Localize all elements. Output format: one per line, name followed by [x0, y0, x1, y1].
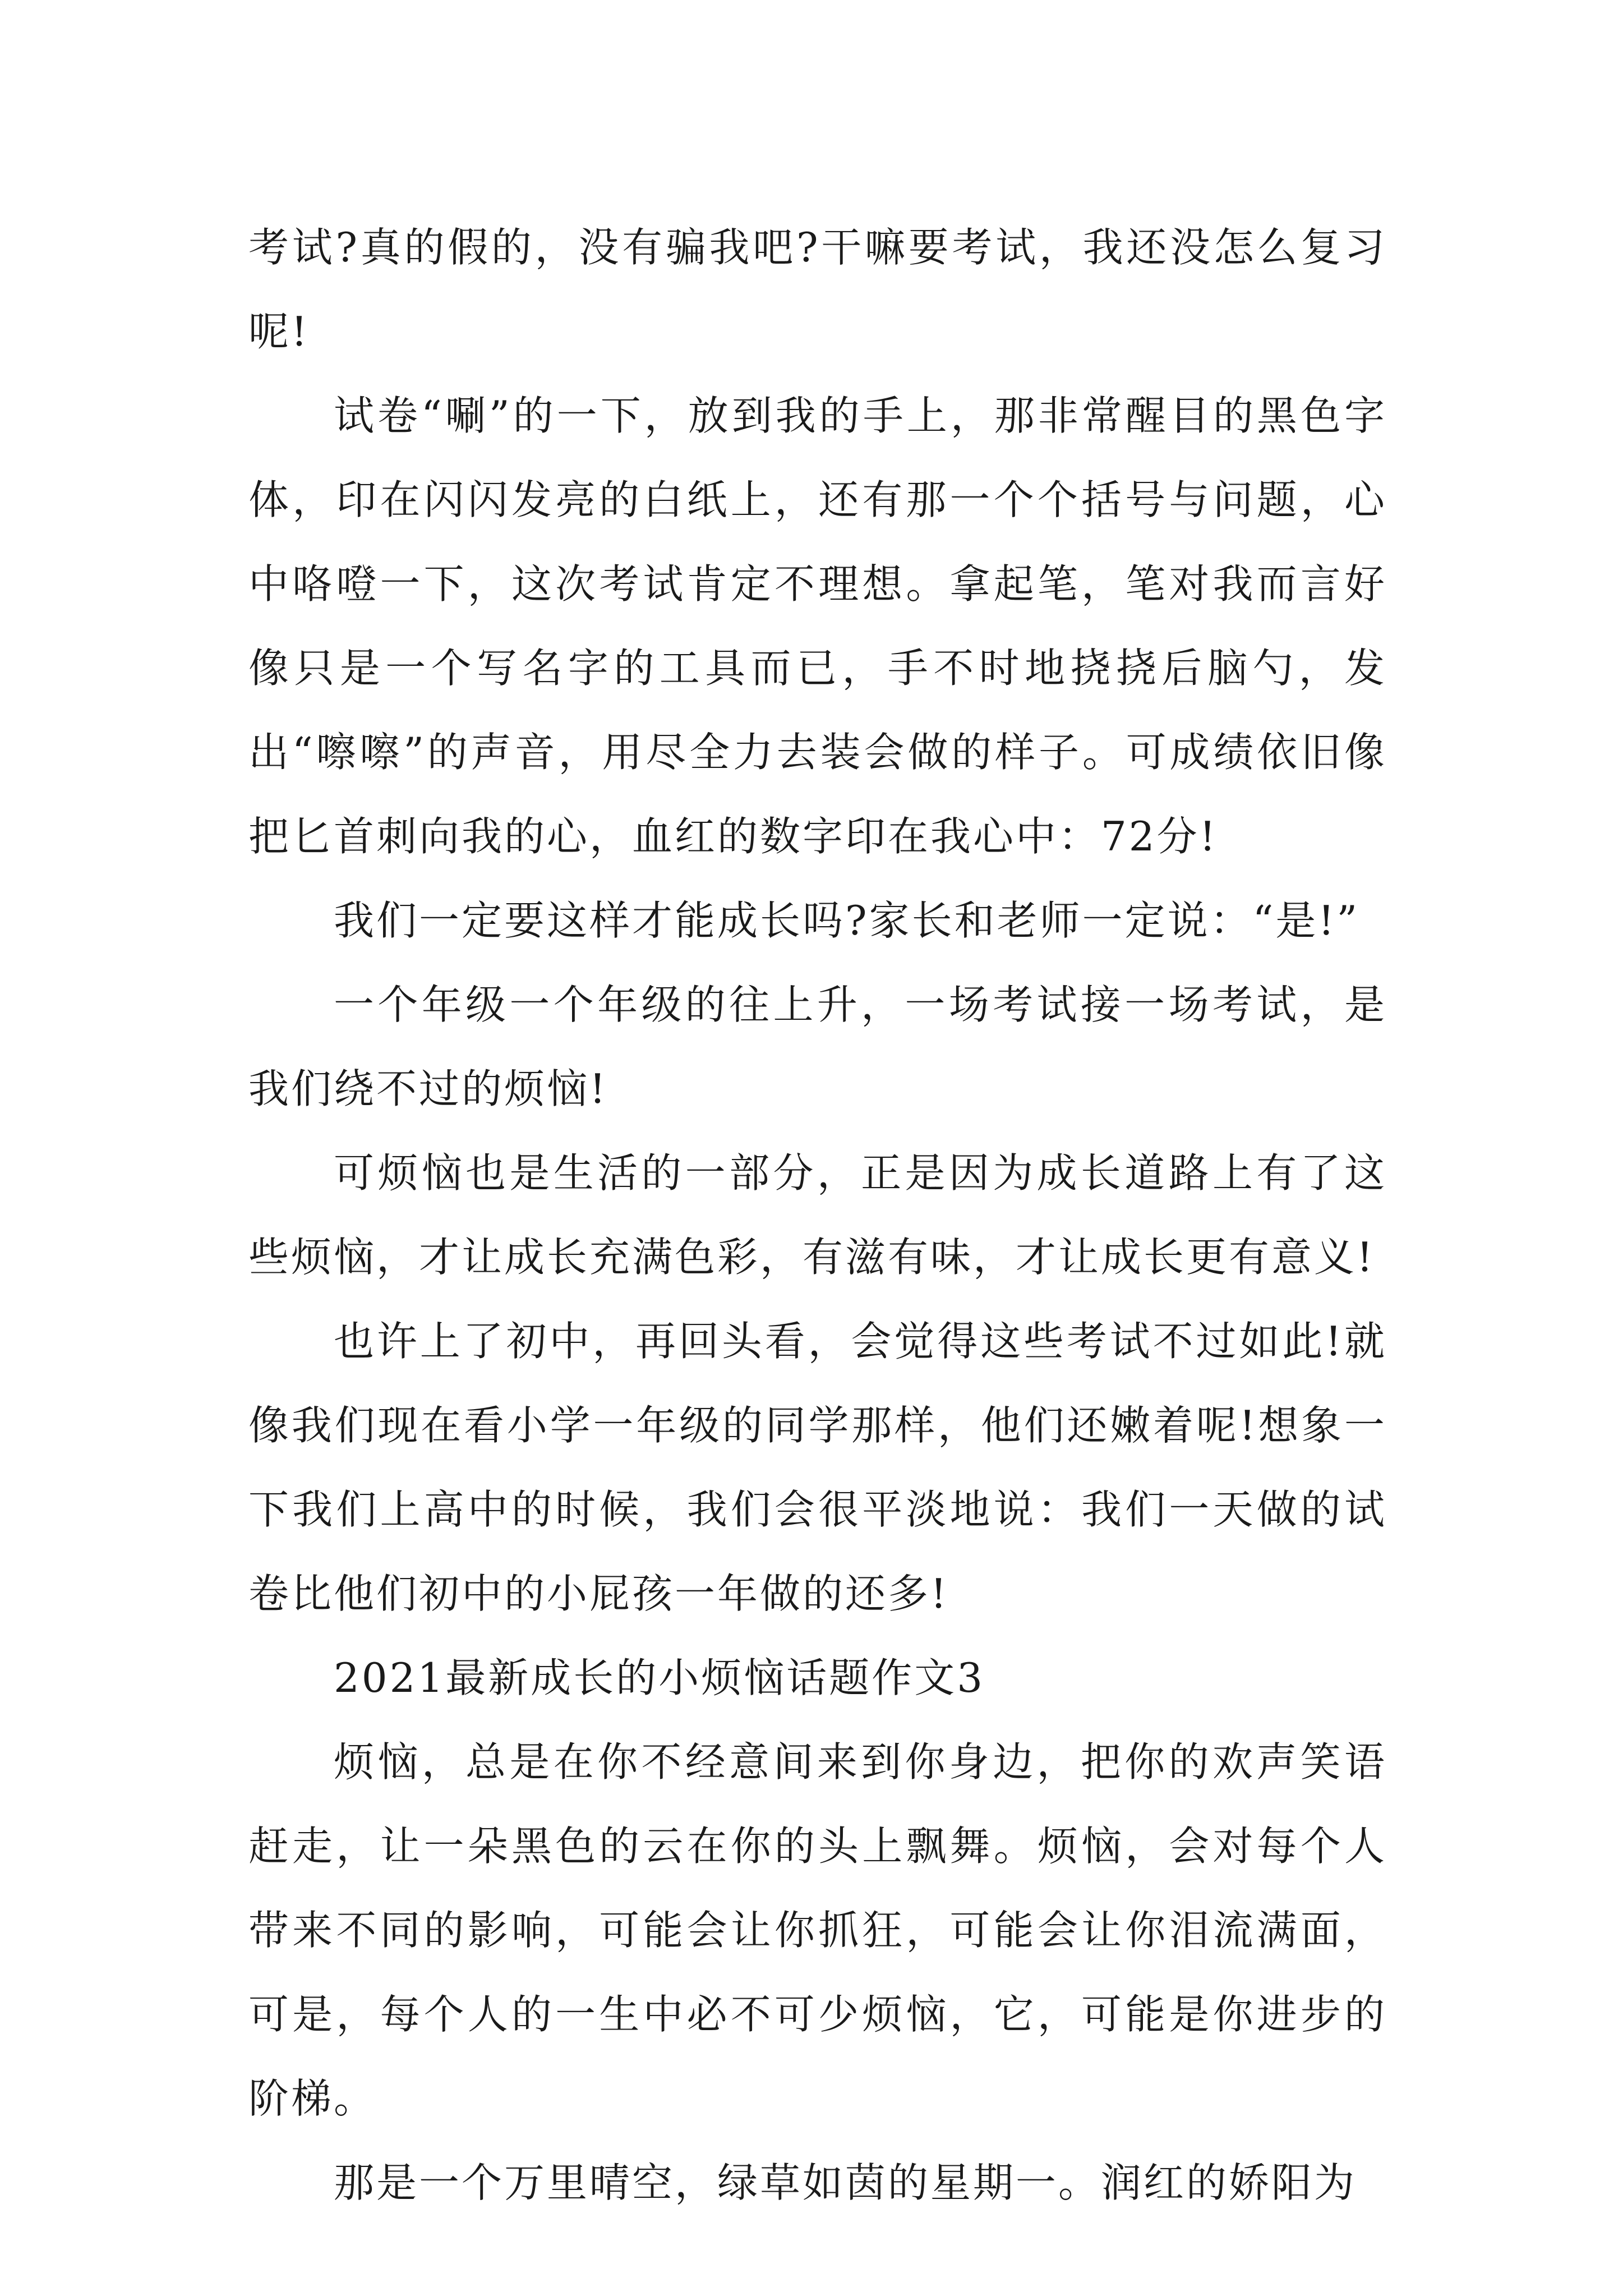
paragraph-8: 烦恼，总是在你不经意间来到你身边，把你的欢声笑语赶走，让一朵黑色的云在你的头上飘舞。烦恼，会对每个人带来不同的影响，可能会让你抓狂，可能会让你泪流满面，可是，每个人的一生中必不可少烦恼，它，可能是你进步的阶梯。 [248, 1738, 1387, 2122]
paragraph-3: 我们一定要这样才能成长吗?家长和老师一定说：“是!” [334, 897, 1360, 944]
paragraph-1: 考试?真的假的，没有骗我吧?干嘛要考试，我还没怎么复习呢! [248, 224, 1387, 355]
paragraph-5: 可烦恼也是生活的一部分，正是因为成长道路上有了这些烦恼，才让成长充满色彩，有滋有味，才让成长更有意义! [248, 1149, 1387, 1281]
paragraph-2: 试卷“唰”的一下，放到我的手上，那非常醒目的黑色字体，印在闪闪发亮的白纸上，还有那一个个括号与问题，心中咯噔一下，这次考试肯定不理想。拿起笔，笔对我而言好像只是一个写名字的工具而已，手不时地挠挠后脑勺，发出“嚓嚓”的声音，用尽全力去装会做的样子。可成绩依旧像把匕首刺向我的心，血红的数字印在我心中：72分! [248, 392, 1387, 860]
paragraph-6: 也许上了初中，再回头看，会觉得这些考试不过如此!就像我们现在看小学一年级的同学那样，他们还嫩着呢!想象一下我们上高中的时候，我们会很平淡地说：我们一天做的试卷比他们初中的小屁孩一年做的还多! [248, 1318, 1387, 1617]
document-body [248, 205, 1387, 2225]
paragraph-9: 那是一个万里晴空，绿草如茵的星期一。润红的娇阳为 [334, 2159, 1357, 2206]
paragraph-4: 一个年级一个年级的往上升，一场考试接一场考试，是我们绕不过的烦恼! [248, 981, 1387, 1112]
section-heading: 2021最新成长的小烦恼话题作文3 [334, 1654, 985, 1701]
